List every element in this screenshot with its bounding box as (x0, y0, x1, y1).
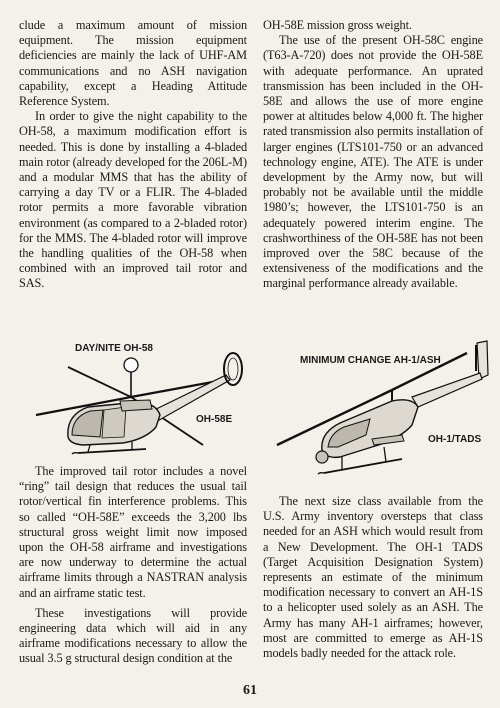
figure-left-label: OH-58E (196, 414, 233, 425)
left-column-top (19, 18, 247, 292)
right-para-1: OH-58E mission gross weight. (263, 18, 412, 32)
left-column-bottom (19, 464, 247, 667)
left-para-3: The improved tail rotor includes a novel “ring” tail design that reduces the usual tail rotor/vertical fin interference problems. This so called “OH-58E” exceeds the 3,200 lbs structural gross weight limit now imposed upon the OH-58 airframe and investigations are now underway to determine the actual airframe limits through a NASTRAN analysis and an airframe static test. (19, 464, 247, 600)
right-para-2: The use of the present OH-58C engine (T63-A-720) does not provide the OH-58E with adequate performance. An uprated transmission has been included in the OH-58E and allows the use of more engine power at altitudes below 4,000 ft. The higher rated transmission also permits installation of larger engines (LTS101-750 or an advanced technology engine, ATE). The ATE is under development by the Army now, but will probably not be available until the middle 1980’s; however, the LTS101-750 is an adequately powered interim engine. The crashworthiness of the OH-58E has not been improved over the 58C because of the extensiveness of the modifications and the marginal performance already available. (263, 33, 483, 291)
figure-left-title: DAY/NITE OH-58 (75, 343, 153, 354)
right-para-3: The next size class available from the U.S. Army inventory oversteps that class needed for an ASH which would result from a New Development. The OH-1 TADS (Target Acquisition Designation System) represents an estimate of the minimum modification necessary to convert an AH-1S to a helicopter used solely as an ASH. The Army has many AH-1 airframes; however, most are committed to emerge as AH-1S models badly needed for the attack role. (263, 494, 483, 661)
right-column-bottom (263, 494, 483, 661)
left-para-2: In order to give the night capability to the OH-58, a maximum modification effort is needed. This is done by installing a 4-bladed main rotor (already developed for the 206L-M) and a modular MMS that has the ability of carrying a day TV or a FLIR. The 4-bladed rotor permits a more favorable vibration environment (as compared to a 2-bladed rotor) for the MMS. The 4-bladed rotor will improve the handling qualities of the OH-58 when combined with an improved tail rotor and SAS. (19, 109, 247, 291)
page-number: 61 (243, 683, 257, 698)
right-column-top (263, 18, 483, 292)
left-para-1: clude a maximum amount of mission equipment. The mission equipment deficiencies are mainly the lack of UHF-AM communications and no ASH navigation capability, except a Heading Attitude Reference System. (19, 18, 247, 109)
figure-right-title: MINIMUM CHANGE AH-1/ASH (300, 355, 441, 366)
oh58-helicopter-illustration (28, 345, 253, 457)
left-para-4: These investigations will provide engineering data which will aid in any airframe modifications necessary to allow the usual 3.5 g structural design condition at the (19, 605, 247, 666)
ah1-helicopter-illustration (262, 335, 494, 485)
figure-right-label: OH-1/TADS (428, 434, 482, 445)
